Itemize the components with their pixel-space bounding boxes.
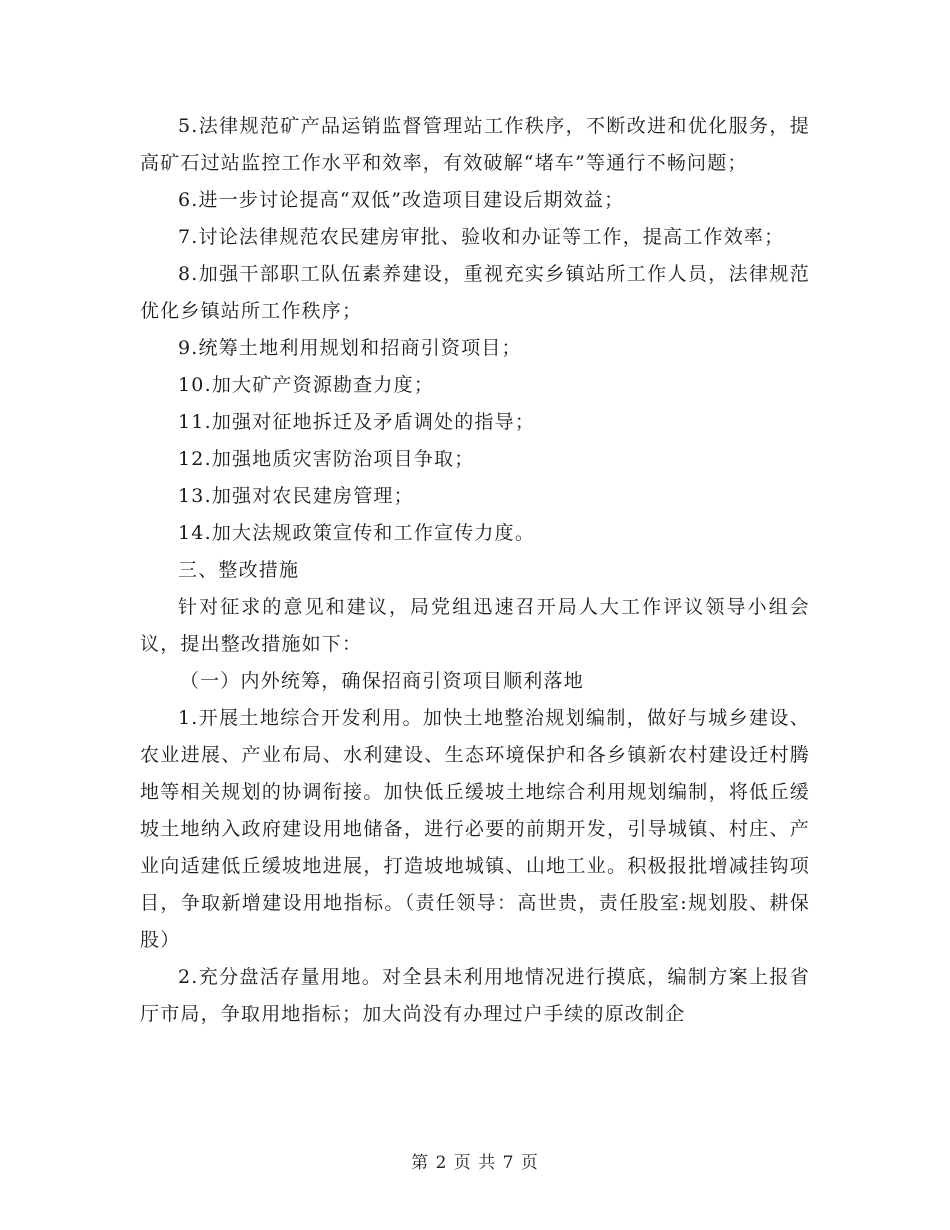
intro-paragraph: 针对征求的意见和建议，局党组迅速召开局人大工作评议领导小组会议，提出整改措施如下： <box>140 596 810 655</box>
document-body <box>140 108 810 1033</box>
paragraph-item-8: 8.加强干部职工队伍素养建设，重视充实乡镇站所工作人员，法律规范优化乡镇站所工作秩序； <box>140 263 810 322</box>
paragraph-item-13: 13.加强对农民建房管理； <box>178 485 414 507</box>
paragraph-item-10: 10.加大矿产资源勘查力度； <box>178 374 435 396</box>
paragraph-item-6: 6.进一步讨论提高“双低”改造项目建设后期效益； <box>178 189 625 211</box>
measure-paragraph-2: 2.充分盘活存量用地。对全县未利用地情况进行摸底，编制方案上报省厅市局，争取用地指标；加大尚没有办理过户手续的原改制企 <box>140 966 810 1025</box>
paragraph-item-5: 5.法律规范矿产品运销监督管理站工作秩序，不断改进和优化服务，提高矿石过站监控工作水平和效率，有效破解“堵车”等通行不畅问题； <box>140 115 810 174</box>
section-heading: 三、整改措施 <box>178 559 300 581</box>
measure-paragraph-1: 1.开展土地综合开发利用。加快土地整治规划编制，做好与城乡建设、农业进展、产业布局、水利建设、生态环境保护和各乡镇新农村建设迁村腾地等相关规划的协调衔接。加快低丘缓坡土地综合利用规划编制，将低丘缓坡土地纳入政府建设用地储备，进行必要的前期开发，引导城镇、村庄、产业向适建低丘缓坡地进展，打造坡地城镇、山地工业。积极报批增减挂钩项目，争取新增建设用地指标。（责任领导：高世贵，责任股室:规划股、耕保股） <box>140 707 810 951</box>
paragraph-item-11: 11.加强对征地拆迁及矛盾调处的指导； <box>178 411 536 433</box>
paragraph-item-12: 12.加强地质灾害防治项目争取； <box>178 448 475 470</box>
subsection-heading: （一）内外统筹，确保招商引资项目顺利落地 <box>179 670 584 692</box>
paragraph-item-7: 7.讨论法律规范农民建房审批、验收和办证等工作，提高工作效率； <box>178 226 785 248</box>
paragraph-item-14: 14.加大法规政策宣传和工作宣传力度。 <box>178 522 536 544</box>
page-number-footer: 第 2 页 共 7 页 <box>411 1153 539 1173</box>
paragraph-item-9: 9.统筹土地利用规划和招商引资项目； <box>178 337 522 359</box>
